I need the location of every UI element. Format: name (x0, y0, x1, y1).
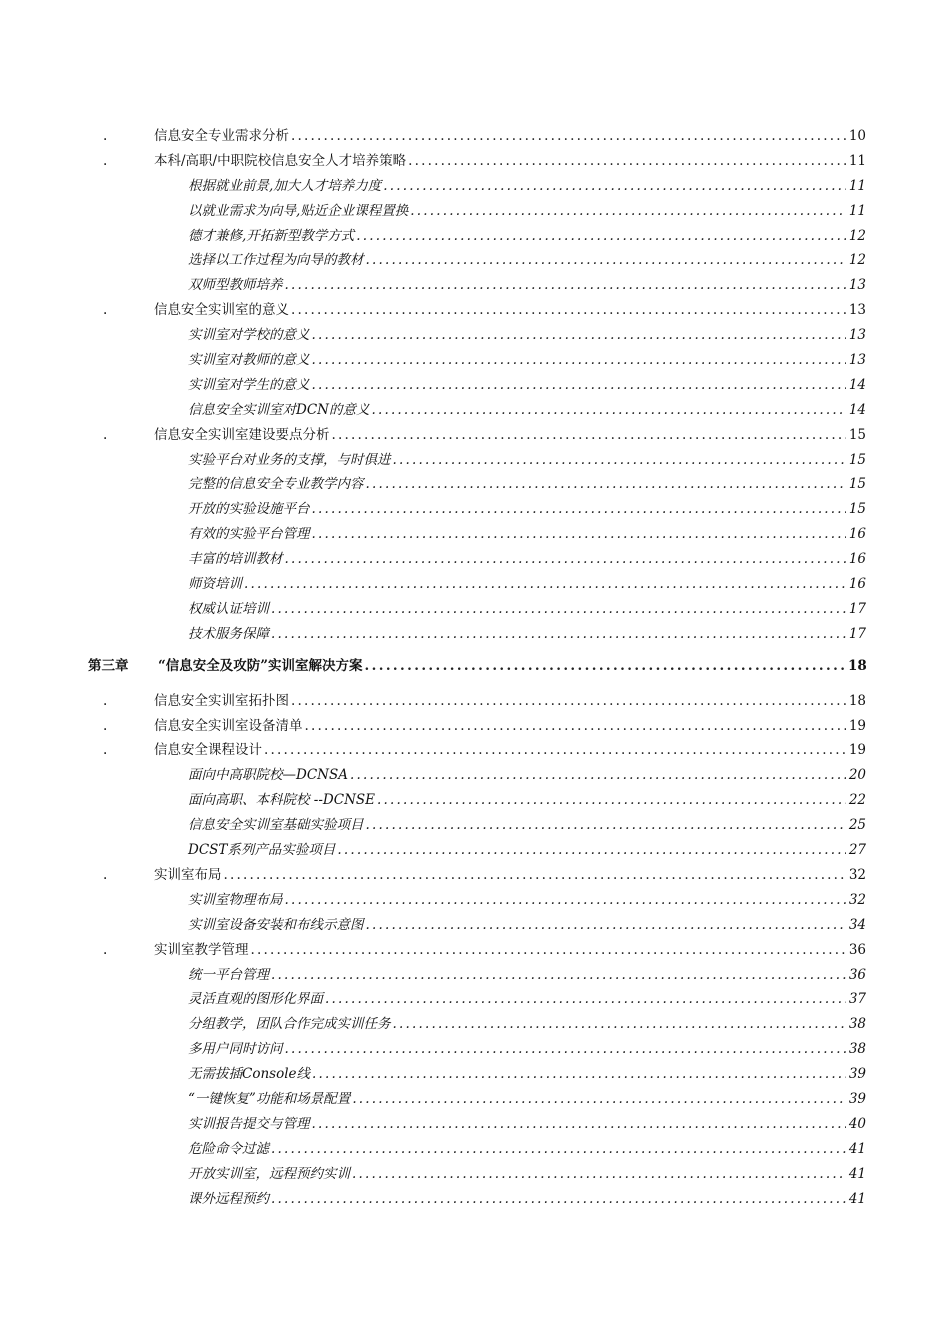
dot-leader (366, 913, 847, 938)
toc-entry[interactable] (0, 547, 950, 572)
toc-entry[interactable] (0, 497, 950, 522)
toc-entry-title: 统一平台管理 (188, 966, 269, 983)
toc-entry[interactable] (0, 888, 950, 913)
toc-entry[interactable] (0, 174, 950, 199)
dot-leader (251, 938, 847, 963)
toc-entry-title: 课外远程预约 (188, 1190, 269, 1207)
dot-leader (285, 547, 847, 572)
toc-entry-title: 根据就业前景,加大人才培养力度 (188, 177, 382, 194)
dot-leader (264, 738, 846, 763)
toc-entry-title: 选择以工作过程为向导的教材 (188, 252, 364, 269)
toc-entry[interactable] (0, 199, 950, 224)
toc-entry-page-number: 11 (848, 177, 866, 194)
toc-entry-title: 信息安全实训室的意义 (154, 302, 289, 319)
toc-entry[interactable] (0, 423, 950, 448)
toc-entry-title: 实训室对学生的意义 (188, 376, 310, 393)
toc-entry[interactable] (0, 323, 950, 348)
dot-leader (393, 1012, 847, 1037)
toc-entry[interactable] (0, 398, 950, 423)
toc-entry[interactable] (0, 348, 950, 373)
dot-leader (312, 373, 847, 398)
toc-entry-page-number: 14 (848, 401, 866, 418)
toc-entry-title: 实训报告提交与管理 (188, 1115, 310, 1132)
toc-entry-page-number: 15 (848, 451, 866, 468)
dot-leader (350, 763, 846, 788)
toc-entry-page-number: 18 (848, 657, 867, 674)
toc-entry-title: DCST系列产品实验项目 (188, 842, 336, 859)
toc-entry-page-number: 40 (848, 1115, 866, 1132)
dot-leader (271, 1187, 846, 1212)
toc-entry[interactable] (0, 522, 950, 547)
toc-entry-page-number: 38 (848, 1016, 866, 1033)
toc-entry-page-number: 39 (848, 1090, 866, 1107)
toc-entry-title: 师资培训 (188, 576, 242, 593)
toc-entry-title: 信息安全实训室建设要点分析 (154, 426, 330, 443)
toc-entry-title: “一键恢复”功能和场景配置 (188, 1090, 351, 1107)
toc-entry-page-number: 20 (848, 767, 866, 784)
dot-leader (410, 199, 846, 224)
dot-leader (305, 714, 847, 739)
toc-entry-page-number: 15 (848, 501, 866, 518)
toc-entry[interactable] (0, 788, 950, 813)
toc-entry[interactable] (0, 248, 950, 273)
dot-leader (408, 149, 846, 174)
toc-entry-title: 丰富的培训教材 (188, 551, 283, 568)
toc-entry[interactable] (0, 622, 950, 647)
toc-entry-title: 以就业需求为向导,贴近企业课程置换 (188, 202, 409, 219)
toc-entry-title: 实验平台对业务的支撑，与时俱进 (188, 451, 391, 468)
toc-entry-title: 开放实训室，远程预约实训 (188, 1165, 350, 1182)
dot-leader (285, 273, 847, 298)
toc-entry-page-number: 25 (848, 817, 866, 834)
toc-entry[interactable] (0, 124, 950, 149)
toc-entry-page-number: 19 (848, 717, 866, 734)
toc-entry-title: 信息安全实训室基础实验项目 (188, 817, 364, 834)
dot-leader (271, 1137, 846, 1162)
dot-leader (224, 863, 847, 888)
dot-leader (366, 813, 847, 838)
toc-entry-title: 权威认证培训 (188, 600, 269, 617)
toc-entry[interactable] (0, 938, 950, 963)
dot-leader (271, 622, 846, 647)
dot-leader (271, 597, 846, 622)
dot-leader (285, 888, 847, 913)
toc-entry-number: . (103, 692, 108, 709)
dot-leader (291, 689, 846, 714)
toc-entry[interactable] (0, 913, 950, 938)
toc-entry[interactable] (0, 1137, 950, 1162)
toc-entry-page-number: 17 (848, 600, 866, 617)
toc-entry-title: 信息安全实训室对DCN的意义 (188, 401, 370, 418)
toc-entry-page-number: 12 (848, 227, 866, 244)
toc-entry-number: . (103, 742, 108, 759)
toc-chapter-label: 第三章 (88, 657, 129, 674)
toc-entry-title: 双师型教师培养 (188, 277, 283, 294)
toc-entry-page-number: 18 (848, 692, 866, 709)
toc-entry[interactable] (0, 1062, 950, 1087)
toc-entry-title: 实训室对教师的意义 (188, 352, 310, 369)
toc-entry-page-number: 36 (848, 966, 866, 983)
toc-entry-page-number: 36 (848, 941, 866, 958)
toc-entry-number: . (103, 866, 108, 883)
toc-entry[interactable] (0, 1037, 950, 1062)
toc-entry-page-number: 15 (848, 426, 866, 443)
toc-entry[interactable] (0, 149, 950, 174)
dot-leader (383, 174, 846, 199)
toc-entry-title: 信息安全专业需求分析 (154, 128, 289, 144)
dot-leader (271, 963, 846, 988)
toc-entry[interactable] (0, 448, 950, 473)
dot-leader (393, 448, 847, 473)
dot-leader (312, 348, 847, 373)
toc-entry[interactable] (0, 838, 950, 863)
toc-entry-page-number: 41 (848, 1140, 866, 1157)
toc-entry-page-number: 39 (848, 1066, 866, 1083)
dot-leader (291, 124, 846, 149)
toc-entry[interactable] (0, 1087, 950, 1112)
toc-entry-title: 灵活直观的图形化界面 (188, 991, 323, 1008)
dot-leader (325, 987, 846, 1012)
toc-entry[interactable] (0, 472, 950, 497)
toc-entry-title: 实训室物理布局 (188, 891, 283, 908)
toc-entry-number: . (103, 128, 108, 144)
dot-leader (371, 398, 846, 423)
toc-entry[interactable] (0, 813, 950, 838)
toc-entry-page-number: 14 (848, 376, 866, 393)
toc-entry-title: 无需拔插Console线 (188, 1066, 311, 1083)
toc-entry-title: 信息安全实训室拓扑图 (154, 692, 289, 709)
toc-entry-page-number: 13 (848, 352, 866, 369)
dot-leader (312, 497, 847, 522)
toc-chapter-entry[interactable] (0, 648, 950, 684)
toc-entry-page-number: 12 (848, 252, 866, 269)
toc-entry-number: . (103, 302, 108, 319)
toc-entry-title: “信息安全及攻防”实训室解决方案 (158, 657, 363, 674)
toc-entry-page-number: 13 (848, 302, 866, 319)
toc-entry-number: . (103, 717, 108, 734)
table-of-contents (0, 124, 950, 1211)
dot-leader (352, 1162, 846, 1187)
toc-entry[interactable] (0, 863, 950, 888)
toc-entry-page-number: 16 (848, 576, 866, 593)
toc-entry-page-number: 27 (848, 842, 866, 859)
toc-entry-page-number: 32 (848, 891, 866, 908)
toc-entry-page-number: 16 (848, 526, 866, 543)
toc-entry-title: 实训室设备安装和布线示意图 (188, 916, 364, 933)
toc-entry[interactable] (0, 689, 950, 714)
toc-entry[interactable] (0, 714, 950, 739)
toc-entry-page-number: 32 (848, 866, 866, 883)
toc-entry-title: 危险命令过滤 (188, 1140, 269, 1157)
toc-entry-page-number: 34 (848, 916, 866, 933)
dot-leader (366, 248, 847, 273)
toc-entry-page-number: 19 (848, 742, 866, 759)
toc-entry-title: 本科/高职/中职院校信息安全人才培养策略 (154, 152, 407, 169)
dot-leader (352, 1087, 846, 1112)
toc-entry[interactable] (0, 1112, 950, 1137)
toc-entry-page-number: 22 (848, 792, 866, 809)
dot-leader (312, 323, 847, 348)
toc-entry-title: 面向中高职院校—DCNSA (188, 767, 348, 784)
dot-leader (365, 648, 846, 684)
toc-entry-title: 实训室教学管理 (154, 941, 249, 958)
dot-leader (337, 838, 846, 863)
toc-entry-title: 德才兼修,开拓新型教学方式 (188, 227, 355, 244)
toc-entry[interactable] (0, 1012, 950, 1037)
toc-entry-page-number: 17 (848, 625, 866, 642)
toc-entry[interactable] (0, 963, 950, 988)
toc-entry[interactable] (0, 572, 950, 597)
dot-leader (332, 423, 847, 448)
toc-entry-title: 技术服务保障 (188, 625, 269, 642)
toc-entry-page-number: 11 (848, 152, 866, 169)
toc-entry-title: 完整的信息安全专业教学内容 (188, 476, 364, 493)
toc-entry-number: . (103, 941, 108, 958)
toc-entry-title: 信息安全实训室设备清单 (154, 717, 303, 734)
toc-entry-page-number: 16 (848, 551, 866, 568)
toc-entry-title: 面向高职、本科院校 --DCNSE (188, 792, 375, 809)
toc-entry[interactable] (0, 1162, 950, 1187)
toc-entry[interactable] (0, 597, 950, 622)
dot-leader (312, 522, 847, 547)
toc-entry[interactable] (0, 1187, 950, 1212)
dot-leader (291, 298, 846, 323)
toc-entry-page-number: 15 (848, 476, 866, 493)
dot-leader (366, 472, 847, 497)
toc-entry-page-number: 41 (848, 1190, 866, 1207)
toc-entry[interactable] (0, 373, 950, 398)
toc-entry-title: 开放的实验设施平台 (188, 501, 310, 518)
toc-entry[interactable] (0, 763, 950, 788)
toc-entry-page-number: 37 (848, 991, 866, 1008)
toc-entry-title: 信息安全课程设计 (154, 742, 262, 759)
dot-leader (356, 224, 846, 249)
toc-entry-number: . (103, 152, 108, 169)
toc-entry-title: 多用户同时访问 (188, 1041, 283, 1058)
toc-entry-page-number: 13 (848, 277, 866, 294)
dot-leader (312, 1112, 847, 1137)
toc-entry[interactable] (0, 273, 950, 298)
dot-leader (377, 788, 846, 813)
toc-entry-title: 分组教学，团队合作完成实训任务 (188, 1016, 391, 1033)
toc-entry-number: . (103, 426, 108, 443)
toc-entry-title: 实训室对学校的意义 (188, 327, 310, 344)
toc-entry-page-number: 41 (848, 1165, 866, 1182)
dot-leader (285, 1037, 847, 1062)
toc-entry-title: 实训室布局 (154, 866, 222, 883)
toc-entry[interactable] (0, 987, 950, 1012)
toc-entry[interactable] (0, 298, 950, 323)
toc-entry-page-number: 11 (848, 202, 866, 219)
toc-entry[interactable] (0, 224, 950, 249)
toc-entry-title: 有效的实验平台管理 (188, 526, 310, 543)
toc-entry[interactable] (0, 738, 950, 763)
toc-entry-page-number: 10 (848, 128, 866, 144)
toc-entry-page-number: 13 (848, 327, 866, 344)
dot-leader (244, 572, 846, 597)
toc-entry-page-number: 38 (848, 1041, 866, 1058)
dot-leader (312, 1062, 846, 1087)
